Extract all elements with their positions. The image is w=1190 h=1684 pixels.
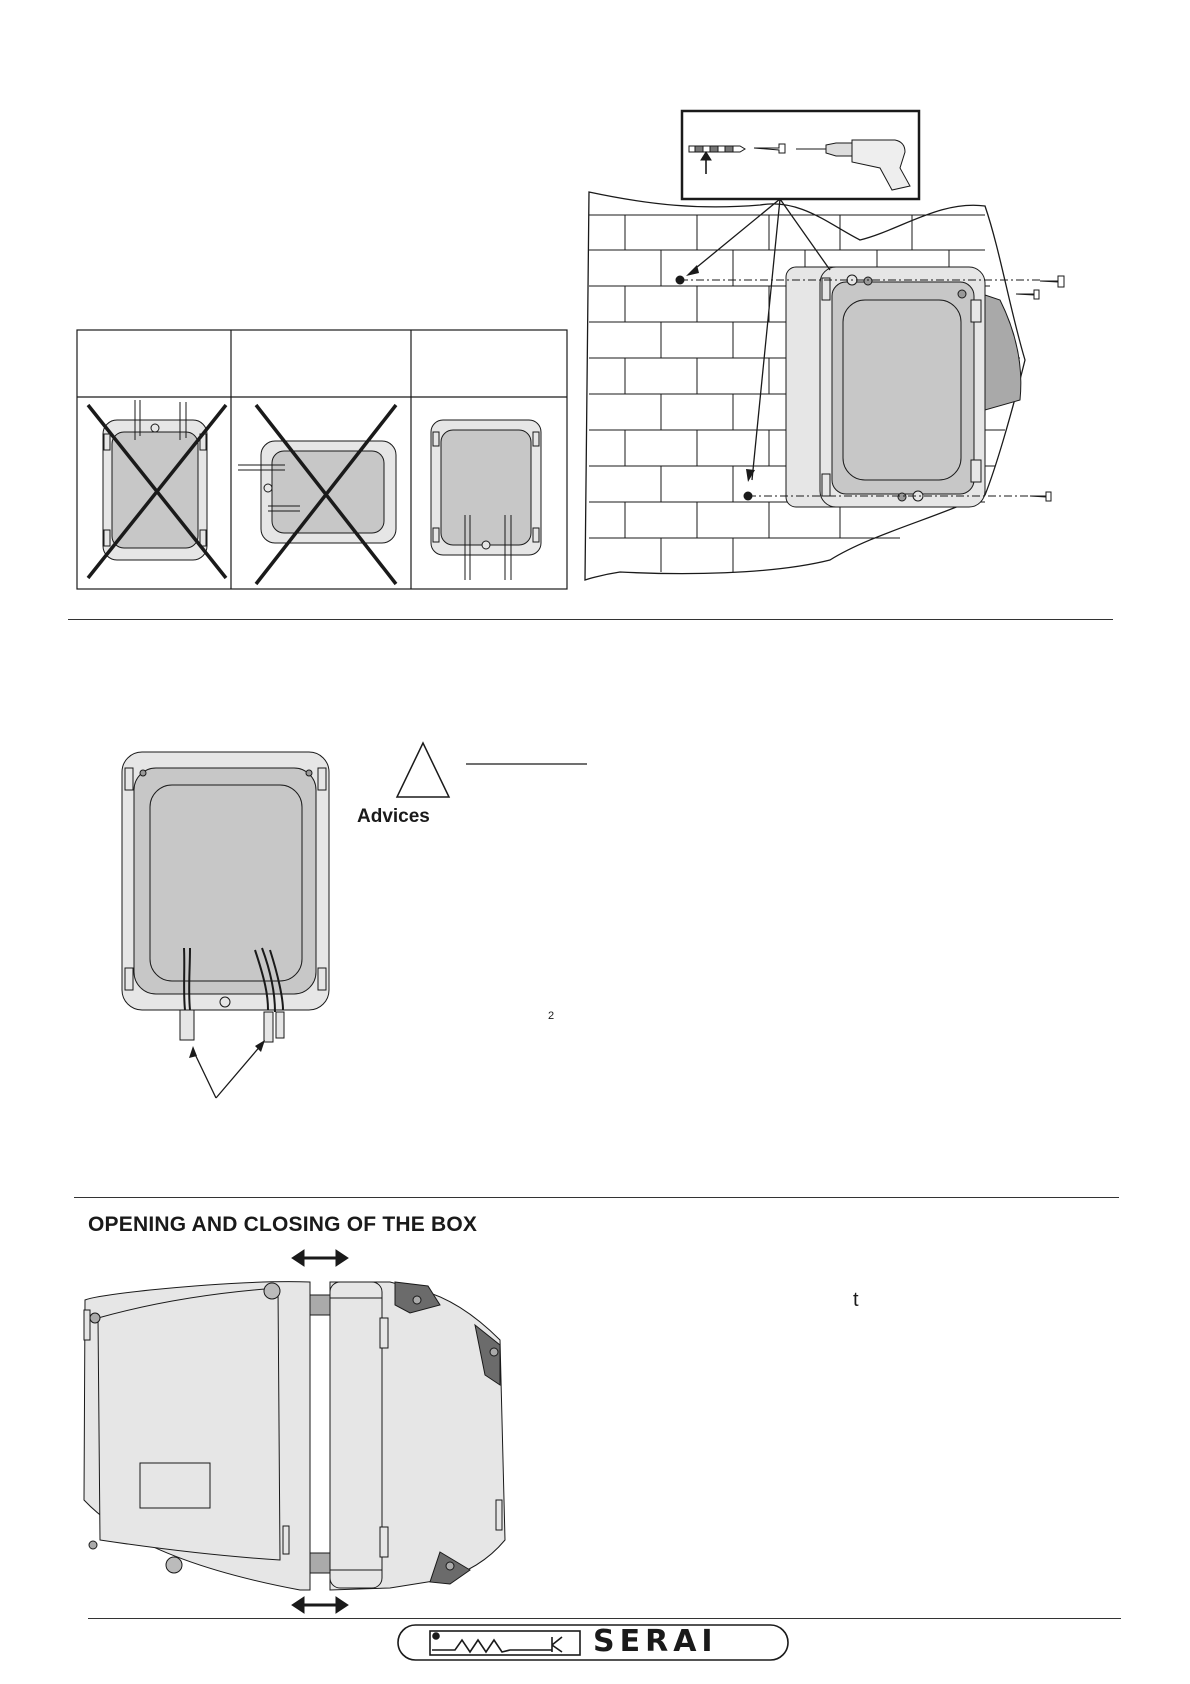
section-title: OPENING AND CLOSING OF THE BOX <box>88 1213 478 1236</box>
footnote-marker: 2 <box>548 1010 555 1022</box>
serai-logo-text: SERAI <box>593 1624 718 1659</box>
advices-heading: Advices <box>357 806 430 827</box>
stray-text: t <box>853 1289 859 1311</box>
